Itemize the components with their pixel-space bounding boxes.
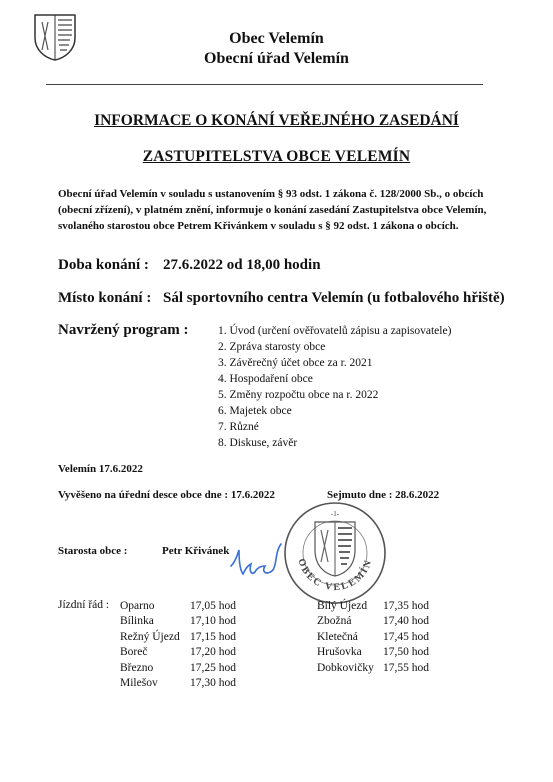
schedule-row [317,645,429,660]
stop-time: 17,15 hod [190,630,236,643]
stop-name: Hrušovka [317,646,362,659]
stop-time: 17,30 hod [190,677,236,690]
program-label: Navržený program : [58,322,189,338]
schedule-row [120,645,236,660]
schedule-row [317,661,429,676]
stop-time: 17,25 hod [190,661,236,674]
schedule-left-column [120,599,236,691]
stop-name: Milešov [120,677,158,690]
schedule-row [120,661,236,676]
document-title-line1: INFORMACE O KONÁNÍ VEŘEJNÉHO ZASEDÁNÍ [94,112,459,129]
intro-paragraph: Obecní úřad Velemín v souladu s ustanovením § 93 odst. 1 zákona č. 128/2000 Sb., o obcích (obecní zřízení), v platném znění, informuje o konání zasedání Zastupitelstva obce Velemín, svolaného starostou obce Petrem Křivánkem v souladu s § 92 odst. 1 zákona o obcích. [58,188,487,232]
organization-name: Obec Velemín [229,30,324,47]
stop-time: 17,35 hod [383,600,429,612]
program-item: 5. Změny rozpočtu obce na r. 2022 [218,389,379,401]
removed-date: Sejmuto dne : 28.6.2022 [327,489,440,501]
stop-name: Bílinka [120,615,154,628]
mayor-name: Petr Křivánek [162,545,230,557]
meeting-time-label: Doba konání : [58,257,149,273]
stop-name: Oparno [120,600,155,612]
schedule-row [317,599,429,614]
schedule-label: Jízdní řád : [58,599,110,611]
stop-name: Boreč [120,646,148,659]
meeting-place-label: Místo konání : [58,290,152,306]
schedule-row [120,676,236,691]
stop-name: Režný Újezd [120,630,180,643]
stop-time: 17,05 hod [190,600,236,612]
schedule-row [317,614,429,629]
schedule-row [120,599,236,614]
program-item: 4. Hospodaření obce [218,373,313,385]
schedule-row [317,630,429,645]
office-name: Obecní úřad Velemín [204,50,349,67]
stop-time: 17,10 hod [190,615,236,628]
stop-name: Březno [120,661,154,674]
stamp-top-text: -1- [330,510,340,518]
mayor-label: Starosta obce : [58,545,128,557]
program-list [218,323,451,451]
issue-date: Velemín 17.6.2022 [58,463,143,475]
official-stamp [282,500,388,606]
program-item: 2. Zpráva starosty obce [218,341,326,353]
program-item: 8. Diskuse, závěr [218,437,298,449]
schedule-right-column [317,599,429,676]
meeting-time-value: 27.6.2022 od 18,00 hodin [163,257,321,273]
stop-name: Kletečná [317,630,358,643]
stop-time: 17,55 hod [383,661,429,674]
stop-time: 17,50 hod [383,646,429,659]
stamp-ring-text: OBEC VELEMÍN [295,557,375,594]
stop-name: Dobkovičky [317,661,374,674]
program-item: 6. Majetek obce [218,405,292,417]
header-divider [46,84,483,85]
meeting-place-value: Sál sportovního centra Velemín (u fotbalového hřiště) [163,290,505,306]
stop-name: Bílý Újezd [317,600,368,612]
signature [225,536,285,584]
program-item: 1. Úvod (určení ověřovatelů zápisu a zapisovatele) [218,325,452,337]
posted-date: Vyvěšeno na úřední desce obce dne : 17.6.2022 [58,489,275,501]
stop-time: 17,20 hod [190,646,236,659]
stop-time: 17,45 hod [383,630,429,643]
stop-time: 17,40 hod [383,615,429,628]
schedule-row [120,630,236,645]
program-item: 7. Různé [218,421,259,433]
stop-name: Zbožná [317,615,352,628]
schedule-row [120,614,236,629]
program-item: 3. Závěrečný účet obce za r. 2021 [218,357,373,369]
document-title-line2: ZASTUPITELSTVA OBCE VELEMÍN [142,148,411,165]
